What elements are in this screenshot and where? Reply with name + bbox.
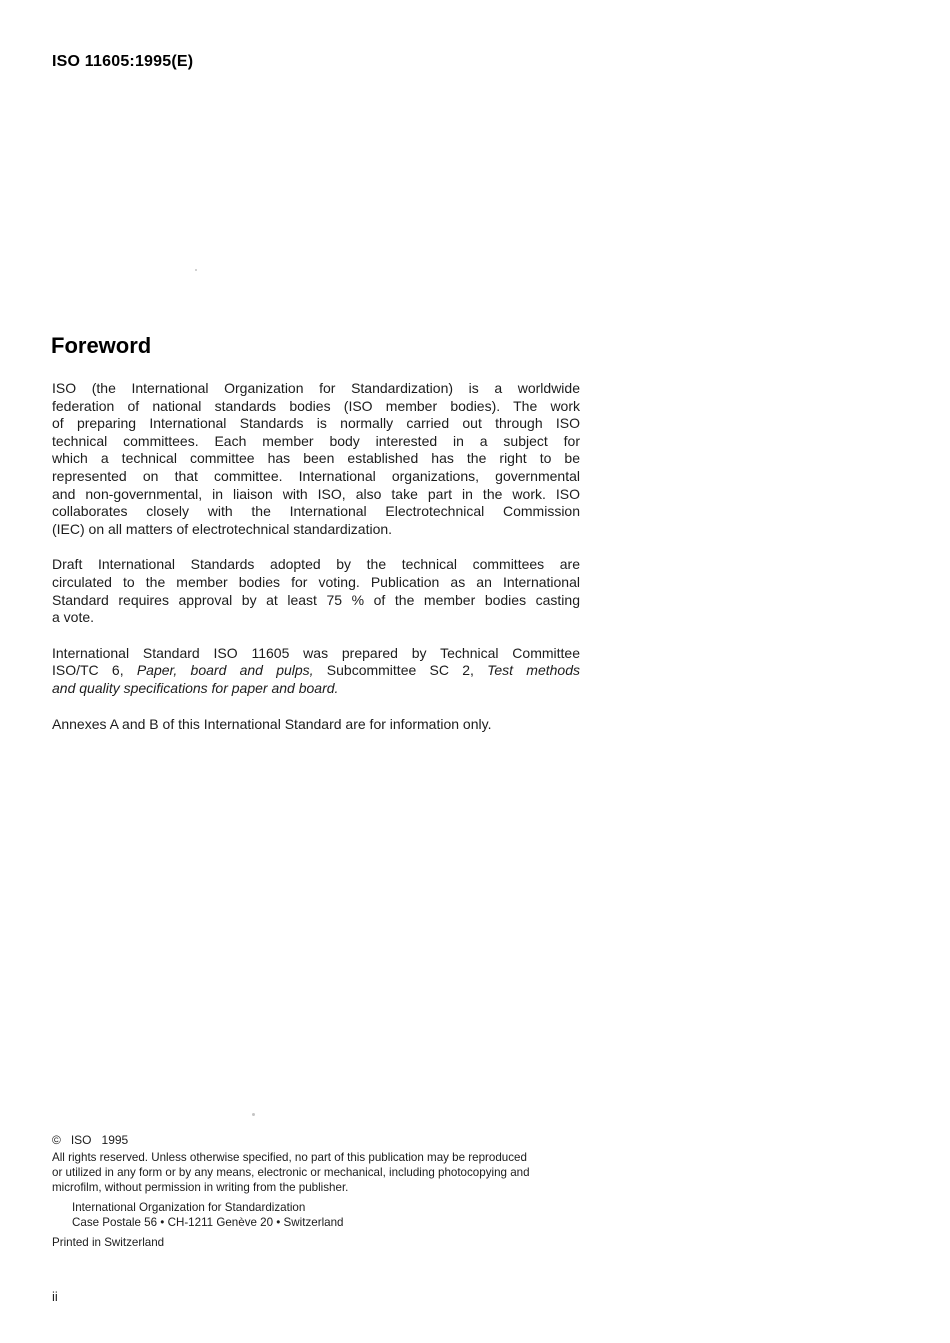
publisher-address-line: Case Postale 56 • CH-1211 Genève 20 • Switzerland [72, 1216, 344, 1229]
foreword-title: Foreword [51, 333, 152, 358]
paragraph-line: and quality specifications for paper and board. [52, 679, 339, 696]
paragraph-line: International Standard ISO 11605 was prepared by Technical Committee [52, 644, 580, 661]
paragraph-line: Annexes A and B of this International Standard are for information only. [52, 715, 492, 732]
rights-notice [52, 1150, 612, 1195]
paragraph-line: ISO (the International Organization for Standardization) is a worldwide [52, 380, 580, 396]
copyright-imprint [52, 1133, 612, 1250]
paragraph-line: federation of national standards bodies (ISO member bodies). The work [52, 397, 580, 414]
paragraph-line: represented on that committee. International organizations, governmental [52, 467, 580, 484]
paragraph-line: collaborates closely with the International Electrotechnical Commission [52, 503, 580, 520]
publisher-address-line: International Organization for Standardization [72, 1201, 306, 1214]
paragraph-line: of preparing International Standards is normally carried out through ISO [52, 415, 580, 432]
paragraph-line: and non-governmental, in liaison with ISO, also take part in the work. ISO [52, 485, 580, 502]
paragraph [52, 556, 580, 626]
paragraph-line: Draft International Standards adopted by the technical committees are [52, 556, 580, 573]
paragraph [52, 716, 580, 734]
paragraph [52, 645, 580, 698]
paragraph-line: circulated to the member bodies for voting. Publication as an International [52, 573, 580, 590]
copyright-line: © ISO 1995 [52, 1133, 129, 1147]
paragraph-line: which a technical committee has been established has the right to be [52, 450, 580, 467]
scan-speck [195, 269, 197, 271]
rights-notice-line: or utilized in any form or by any means, electronic or mechanical, including photocopying and [52, 1166, 530, 1179]
publisher-address [72, 1200, 612, 1230]
printed-in-line: Printed in Switzerland [52, 1236, 165, 1249]
page-number: ii [52, 1289, 58, 1304]
rights-notice-line: All rights reserved. Unless otherwise specified, no part of this publication may be reproduced [52, 1151, 527, 1164]
paragraph [52, 380, 580, 538]
rights-notice-line: microfilm, without permission in writing from the publisher. [52, 1181, 349, 1194]
paragraph-line: (IEC) on all matters of electrotechnical standardization. [52, 520, 393, 537]
paragraph-line: ISO/TC 6, Paper, board and pulps, Subcommittee SC 2, Test methods [52, 662, 581, 679]
paragraph-line: technical committees. Each member body interested in a subject for [52, 432, 580, 449]
paragraph-line: Standard requires approval by at least 75 % of the member bodies casting [52, 591, 580, 608]
standard-code-header: ISO 11605:1995(E) [52, 53, 194, 70]
foreword-paragraphs [52, 380, 580, 751]
scan-speck [252, 1113, 255, 1116]
paragraph-line: a vote. [52, 609, 95, 626]
